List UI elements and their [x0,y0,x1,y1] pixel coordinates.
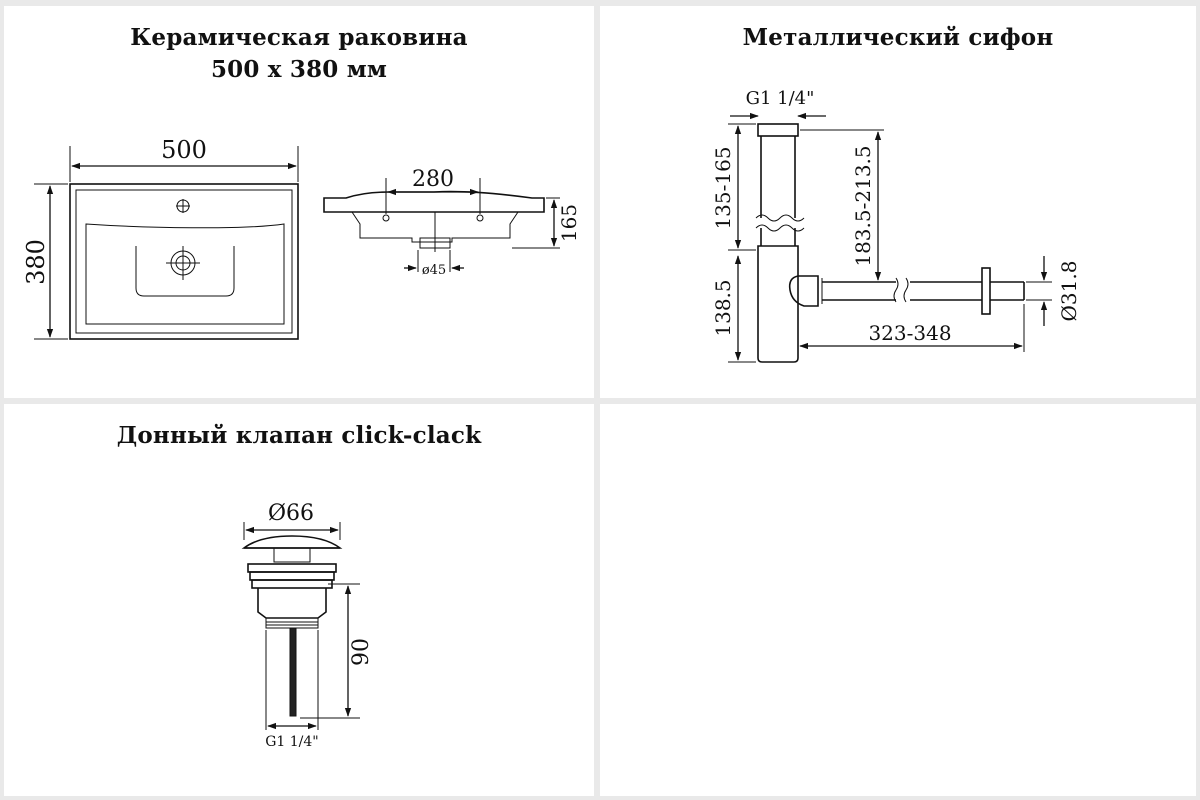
sink-top-view [22,136,298,339]
sink-width-label: 500 [161,136,207,164]
valve-cap-diameter-label: Ø66 [267,501,315,526]
empty-panel [600,404,1196,796]
siphon-thread-label: G1 1/4" [745,88,815,109]
sink-height-label: 165 [557,203,581,243]
sink-side-view [324,167,581,278]
siphon-upper-height-label: 135-165 [711,146,735,230]
siphon-lower-height-label: 138.5 [711,279,735,337]
siphon-length-label: 323-348 [868,321,952,345]
drain-icon [166,246,200,280]
siphon-outlet-diameter-label: Ø31.8 [1057,260,1081,322]
siphon-inlet-height-label: 183.5-213.5 [851,145,875,267]
valve-thread-label: G1 1/4" [265,734,319,750]
sink-title-line1: Керамическая раковина [130,24,468,51]
sink-side-width-label: 280 [412,167,454,192]
valve-panel [4,404,594,796]
siphon-title: Металлический сифон [742,24,1054,51]
faucet-hole-icon [176,199,190,213]
valve-title: Донный клапан click-clack [116,422,482,449]
valve-body [244,536,340,716]
sink-title-line2: 500 x 380 мм [210,56,388,83]
siphon-panel [600,6,1196,398]
siphon-drawing [600,6,1196,398]
valve-drawing [4,404,594,796]
valve-height-label: 90 [349,638,374,666]
sink-drain-label: ø45 [421,263,447,278]
sink-depth-label: 380 [22,239,50,285]
sink-panel [4,6,594,398]
sink-drawing [4,6,594,398]
